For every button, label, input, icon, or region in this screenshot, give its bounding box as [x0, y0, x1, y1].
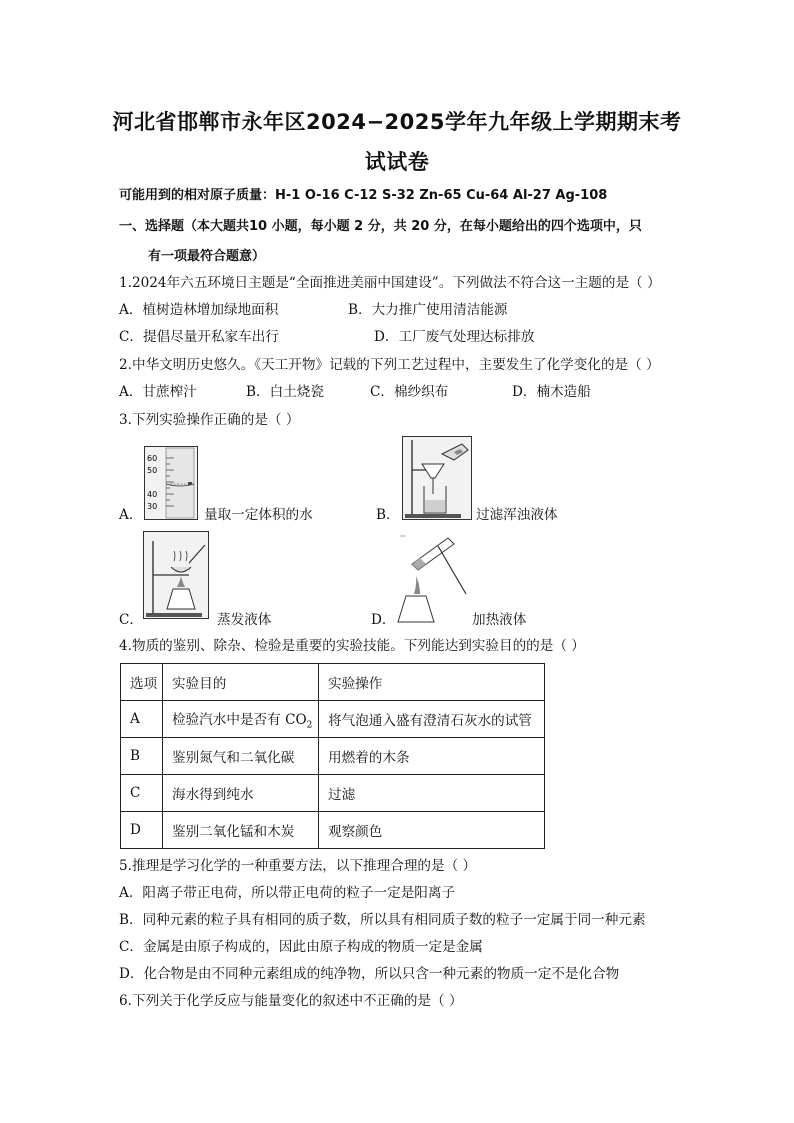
- table-header-row: [121, 664, 545, 701]
- question-3-option-d-text: 加热液体: [472, 612, 527, 628]
- table-cell-operation: 观察颜色: [319, 812, 545, 849]
- table-header-cell: 实验目的: [163, 664, 319, 701]
- cylinder-tick-40: 40: [147, 490, 158, 499]
- filtration-figure: [402, 436, 472, 520]
- measuring-cylinder-figure: [144, 446, 198, 520]
- table-header-cell: 实验操作: [319, 664, 545, 701]
- purpose-text: 检验汽水中是否有 CO: [172, 711, 307, 728]
- question-3-option-a-text: 量取一定体积的水: [204, 507, 313, 523]
- table-cell-option: A: [121, 701, 163, 738]
- atomic-masses: 可能用到的相对原子质量：H-1 O-16 C-12 S-32 Zn-65 Cu-64 Al-27 Ag-108: [119, 188, 608, 203]
- table-cell-operation: 用燃着的木条: [319, 738, 545, 775]
- question-3-option-c-letter: C．: [119, 612, 143, 628]
- question-1-option-c: C．提倡尽量开私家车出行: [119, 329, 279, 345]
- section-heading: 一、选择题（本大题共10 小题，每小题 2 分，共 20 分，在每小题给出的四个选项中，只: [119, 219, 642, 234]
- section-heading-cont: 有一项最符合题意）: [148, 249, 266, 264]
- table-cell-purpose: [163, 701, 319, 738]
- question-2-stem: 2.中华文明历史悠久。《天工开物》记载的下列工艺过程中，主要发生了化学变化的是（ ）: [119, 357, 660, 373]
- table-cell-purpose: 鉴别氮气和二氧化碳: [163, 738, 319, 775]
- table-header-cell: 选项: [121, 664, 163, 701]
- question-3-option-b-letter: B．: [376, 507, 400, 523]
- question-5-option-b: B．同种元素的粒子具有相同的质子数，所以具有相同质子数的粒子一定属于同一种元素: [119, 912, 646, 928]
- cylinder-tick-60: 60: [147, 454, 158, 463]
- cylinder-tick-30: 30: [147, 502, 158, 511]
- table-cell-purpose: 海水得到纯水: [163, 775, 319, 812]
- question-3-option-b-text: 过滤浑浊液体: [476, 507, 558, 523]
- evaporation-figure: [143, 531, 209, 619]
- question-2-option-c: C．棉纱织布: [370, 384, 449, 400]
- question-6-stem: 6.下列关于化学反应与能量变化的叙述中不正确的是（ ）: [119, 993, 463, 1009]
- table-cell-operation: 将气泡通入盛有澄清石灰水的试管: [319, 701, 545, 738]
- question-2-option-b: B．白土烧瓷: [246, 384, 324, 400]
- cylinder-tick-50: 50: [147, 466, 158, 475]
- heating-liquid-figure: [396, 534, 476, 628]
- question-2-option-d: D．楠木造船: [512, 384, 591, 400]
- question-4-table: [120, 663, 545, 849]
- table-cell-purpose: 鉴别二氧化锰和木炭: [163, 812, 319, 849]
- exam-title-line2: 试试卷: [364, 150, 430, 174]
- question-5-option-c: C．金属是由原子构成的，因此由原子构成的物质一定是金属: [119, 939, 483, 955]
- question-5-option-d: D．化合物是由不同种元素组成的纯净物，所以只含一种元素的物质一定不是化合物: [119, 966, 620, 982]
- question-1-stem: 1.2024年六五环境日主题是“全面推进美丽中国建设”。下列做法不符合这一主题的是（ ）: [119, 275, 661, 291]
- question-1-option-b: B．大力推广使用清洁能源: [348, 302, 508, 318]
- question-3-option-d-letter: D．: [371, 612, 396, 628]
- question-3-stem: 3.下列实验操作正确的是（ ）: [119, 412, 300, 428]
- question-5-option-a: A．阳离子带正电荷，所以带正电荷的粒子一定是阳离子: [119, 885, 456, 901]
- question-2-option-a: A．甘蔗榨汁: [119, 384, 197, 400]
- table-cell-option: B: [121, 738, 163, 775]
- question-4-stem: 4.物质的鉴别、除杂、检验是重要的实验技能。下列能达到实验目的的是（ ）: [119, 638, 585, 654]
- table-cell-option: C: [121, 775, 163, 812]
- exam-title-line1: 河北省邯郸市永年区2024−2025学年九年级上学期期末考: [112, 110, 682, 134]
- table-row: [121, 738, 545, 775]
- table-cell-option: D: [121, 812, 163, 849]
- subscript: 2: [306, 720, 313, 731]
- question-1-option-a: A．植树造林增加绿地面积: [119, 302, 279, 318]
- table-row: [121, 775, 545, 812]
- table-row: [121, 812, 545, 849]
- question-3-option-c-text: 蒸发液体: [217, 612, 272, 628]
- table-row: [121, 701, 545, 738]
- question-5-stem: 5.推理是学习化学的一种重要方法，以下推理合理的是（ ）: [119, 858, 477, 874]
- table-cell-operation: 过滤: [319, 775, 545, 812]
- question-3-option-a-letter: A．: [119, 507, 143, 523]
- question-1-option-d: D．工厂废气处理达标排放: [374, 329, 535, 345]
